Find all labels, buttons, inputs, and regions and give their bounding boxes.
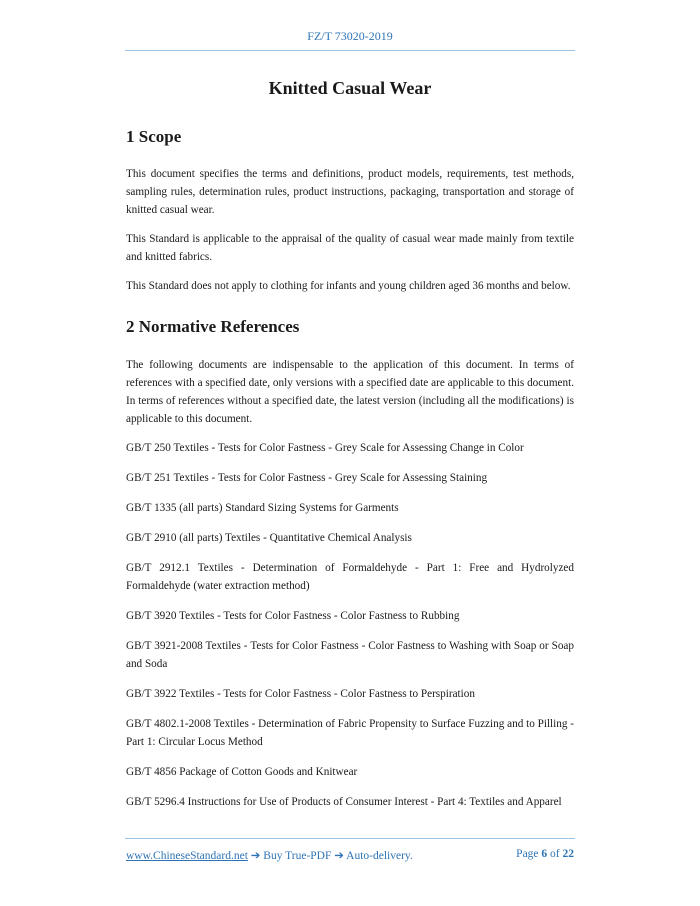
reference-item: GB/T 251 Textiles - Tests for Color Fastness - Grey Scale for Assessing Staining — [126, 472, 488, 484]
page-current: 6 — [541, 848, 548, 860]
reference-item: GB/T 3922 Textiles - Tests for Color Fastness - Color Fastness to Perspiration — [126, 688, 475, 700]
normative-references-intro: The following documents are indispensable to the application of this document. In terms of references with a specified date, only versions with a specified date are applicable to this document. In terms of references without a specified date, the latest version (including all the modifications) is applicable to this document. — [126, 359, 574, 425]
reference-item: GB/T 250 Textiles - Tests for Color Fastness - Grey Scale for Assessing Change in Color — [126, 442, 524, 454]
arrow-right-icon: ➔ — [334, 850, 344, 862]
section-heading-scope: 1 Scope — [126, 127, 182, 146]
reference-item: GB/T 1335 (all parts) Standard Sizing Systems for Garments — [126, 502, 399, 514]
scope-paragraph: This document specifies the terms and definitions, product models, requirements, test methods, sampling rules, determination rules, product instructions, packaging, transportation and storage of knitted casual wear. — [126, 168, 574, 216]
buy-true-pdf-link[interactable]: Buy True-PDF — [263, 850, 332, 862]
header-standard-code: FZ/T 73020-2019 — [307, 29, 393, 43]
footer-divider — [125, 838, 575, 839]
page-of: of — [550, 848, 560, 860]
reference-item: GB/T 2910 (all parts) Textiles - Quantitative Chemical Analysis — [126, 532, 412, 544]
reference-item: GB/T 3921-2008 Textiles - Tests for Color Fastness - Color Fastness to Washing with Soap or Soap and Soda — [126, 640, 574, 670]
site-link[interactable]: www.ChineseStandard.net — [126, 850, 248, 862]
scope-paragraph: This Standard is applicable to the appraisal of the quality of casual wear made mainly from textile and knitted fabrics. — [126, 233, 574, 263]
arrow-right-icon: ➔ — [250, 850, 261, 862]
section-heading-normative-references: 2 Normative References — [126, 317, 300, 336]
reference-item: GB/T 3920 Textiles - Tests for Color Fastness - Color Fastness to Rubbing — [126, 610, 460, 622]
document-title: Knitted Casual Wear — [268, 78, 432, 98]
footer-promo — [126, 848, 413, 862]
page-number — [516, 848, 574, 860]
reference-item: GB/T 5296.4 Instructions for Use of Products of Consumer Interest - Part 4: Textiles and Apparel — [126, 796, 562, 808]
reference-item: GB/T 4802.1-2008 Textiles - Determination of Fabric Propensity to Surface Fuzzing and to Pilling - Part 1: Circular Locus Method — [126, 718, 574, 748]
document-body — [126, 126, 574, 823]
scope-paragraph: This Standard does not apply to clothing for infants and young children aged 36 months and below. — [126, 280, 571, 292]
auto-delivery-text: Auto-delivery. — [346, 850, 413, 862]
page-label: Page — [516, 848, 539, 860]
header-divider — [125, 50, 575, 51]
reference-item: GB/T 2912.1 Textiles - Determination of Formaldehyde - Part 1: Free and Hydrolyzed Formaldehyde (water extraction method) — [126, 562, 574, 592]
reference-item: GB/T 4856 Package of Cotton Goods and Knitwear — [126, 766, 358, 778]
page-total: 22 — [562, 848, 574, 860]
